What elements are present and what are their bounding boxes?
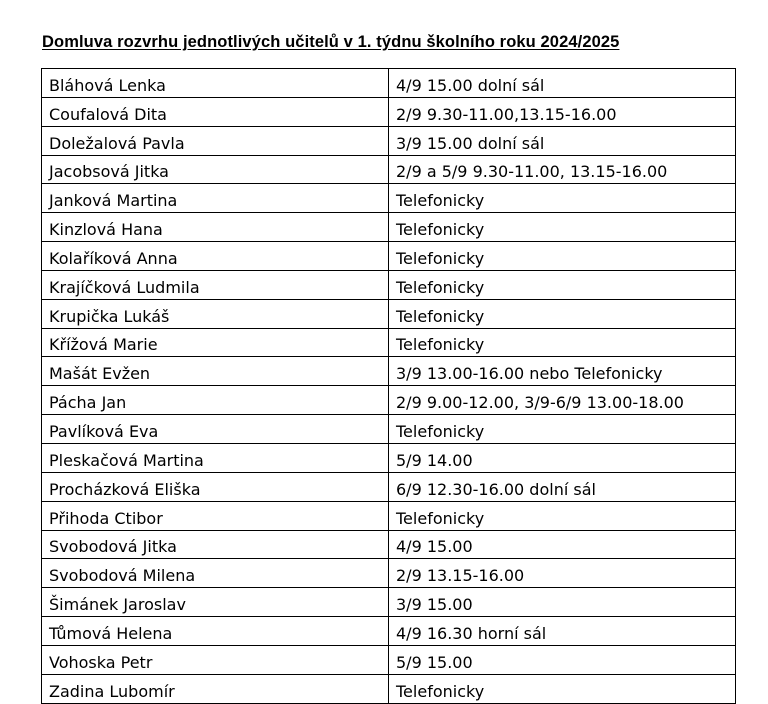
teacher-name-cell: Bláhová Lenka (42, 69, 389, 98)
schedule-time-cell: Telefonicky (389, 328, 736, 357)
schedule-time-cell: Telefonicky (389, 242, 736, 271)
table-row (42, 97, 736, 126)
schedule-time-cell: Telefonicky (389, 213, 736, 242)
teacher-name-cell: Kinzlová Hana (42, 213, 389, 242)
table-row (42, 270, 736, 299)
table-row (42, 328, 736, 357)
teacher-name-cell: Mašát Evžen (42, 357, 389, 386)
table-row (42, 155, 736, 184)
schedule-time-cell: Telefonicky (389, 299, 736, 328)
teacher-name-cell: Doležalová Pavla (42, 126, 389, 155)
table-row (42, 674, 736, 703)
table-row (42, 617, 736, 646)
schedule-time-cell: 5/9 15.00 (389, 645, 736, 674)
schedule-time-cell: 4/9 15.00 dolní sál (389, 69, 736, 98)
schedule-time-cell: Telefonicky (389, 184, 736, 213)
table-row (42, 645, 736, 674)
schedule-time-cell: 2/9 9.00-12.00, 3/9-6/9 13.00-18.00 (389, 386, 736, 415)
teacher-name-cell: Svobodová Milena (42, 559, 389, 588)
teacher-name-cell: Procházková Eliška (42, 472, 389, 501)
teacher-name-cell: Krajíčková Ludmila (42, 270, 389, 299)
schedule-time-cell: 5/9 14.00 (389, 443, 736, 472)
table-row (42, 299, 736, 328)
teacher-name-cell: Pavlíková Eva (42, 415, 389, 444)
teacher-name-cell: Tůmová Helena (42, 617, 389, 646)
teacher-name-cell: Kolaříková Anna (42, 242, 389, 271)
schedule-time-cell: 3/9 15.00 dolní sál (389, 126, 736, 155)
table-row (42, 559, 736, 588)
schedule-time-cell: 4/9 16.30 horní sál (389, 617, 736, 646)
teacher-name-cell: Zadina Lubomír (42, 674, 389, 703)
teacher-schedule-table (41, 68, 736, 704)
schedule-time-cell: Telefonicky (389, 415, 736, 444)
document-title: Domluva rozvrhu jednotlivých učitelů v 1. týdnu školního roku 2024/2025 (42, 33, 620, 51)
teacher-name-cell: Šimánek Jaroslav (42, 588, 389, 617)
teacher-name-cell: Janková Martina (42, 184, 389, 213)
schedule-time-cell: 6/9 12.30-16.00 dolní sál (389, 472, 736, 501)
table-row (42, 415, 736, 444)
schedule-time-cell: 4/9 15.00 (389, 530, 736, 559)
teacher-name-cell: Coufalová Dita (42, 97, 389, 126)
teacher-name-cell: Jacobsová Jitka (42, 155, 389, 184)
table-row (42, 588, 736, 617)
schedule-time-cell: Telefonicky (389, 674, 736, 703)
teacher-name-cell: Pácha Jan (42, 386, 389, 415)
teacher-name-cell: Pleskačová Martina (42, 443, 389, 472)
teacher-name-cell: Krupička Lukáš (42, 299, 389, 328)
table-row (42, 242, 736, 271)
table-row (42, 213, 736, 242)
table-row (42, 386, 736, 415)
table-row (42, 530, 736, 559)
schedule-time-cell: 2/9 a 5/9 9.30-11.00, 13.15-16.00 (389, 155, 736, 184)
teacher-name-cell: Křížová Marie (42, 328, 389, 357)
table-row (42, 69, 736, 98)
schedule-time-cell: Telefonicky (389, 501, 736, 530)
table-row (42, 126, 736, 155)
schedule-time-cell: 2/9 13.15-16.00 (389, 559, 736, 588)
table-row (42, 443, 736, 472)
schedule-time-cell: Telefonicky (389, 270, 736, 299)
table-row (42, 501, 736, 530)
schedule-time-cell: 2/9 9.30-11.00,13.15-16.00 (389, 97, 736, 126)
table-row (42, 357, 736, 386)
table-row (42, 472, 736, 501)
table-row (42, 184, 736, 213)
teacher-name-cell: Svobodová Jitka (42, 530, 389, 559)
schedule-time-cell: 3/9 15.00 (389, 588, 736, 617)
teacher-name-cell: Vohoska Petr (42, 645, 389, 674)
schedule-table-body (42, 69, 736, 704)
schedule-time-cell: 3/9 13.00-16.00 nebo Telefonicky (389, 357, 736, 386)
teacher-name-cell: Přihoda Ctibor (42, 501, 389, 530)
